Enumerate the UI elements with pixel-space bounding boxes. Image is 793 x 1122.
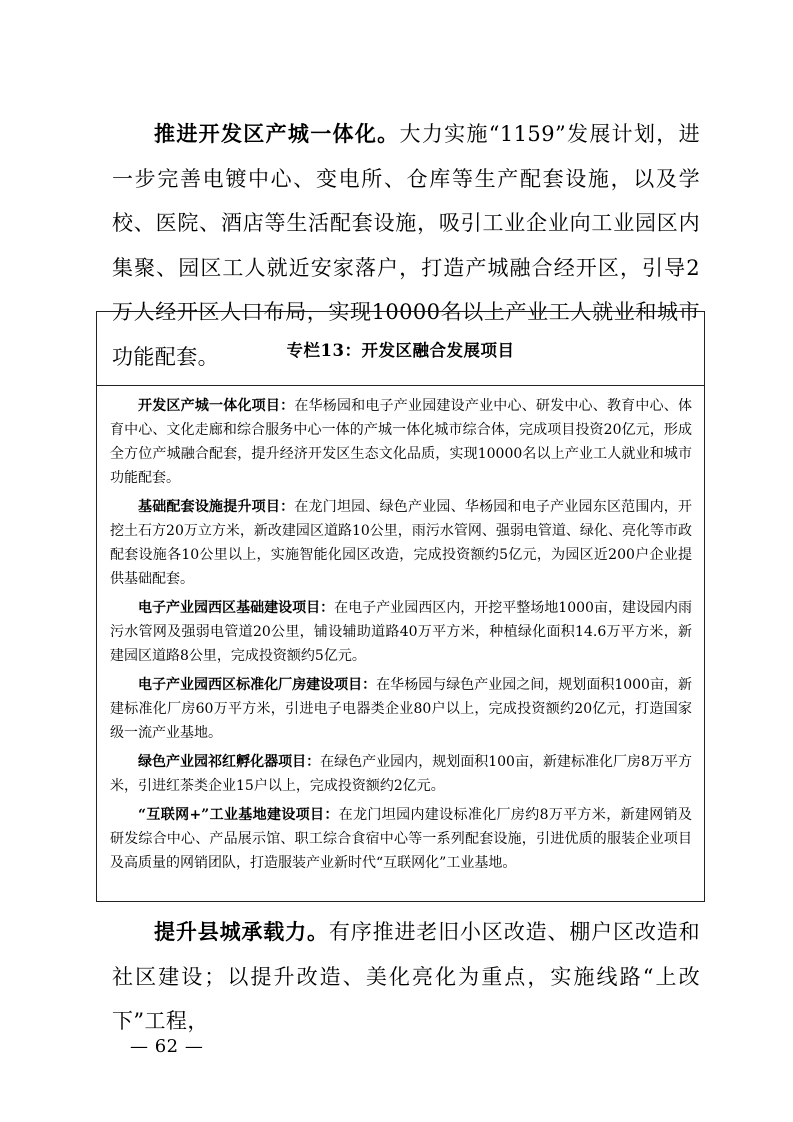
project-item xyxy=(110,596,692,668)
project-item xyxy=(110,495,692,591)
project-description: 在华杨园与绿色产业园之间，规划面积1000亩，新建标准化厂房60万平方米，引进电子电器类企业80户以上，完成投资额约20亿元，打造国家级一流产业基地。 xyxy=(110,677,692,741)
column-title: 专栏13：开发区融合发展项目 xyxy=(97,312,704,386)
project-description: 在电子产业园西区内，开挖平整场地1000亩，建设园内雨污水管网及强弱电管道20公里，铺设辅助道路40万平方米，种植绿化面积14.6万平方米，新建园区道路8公里，完成投资额约5亿元。 xyxy=(110,600,692,664)
project-description: 在华杨园和电子产业园建设产业中心、研发中心、教育中心、体育中心、文化走廊和综合服务中心一体的产城一体化城市综合体，完成项目投资20亿元，形成全方位产城融合配套，提升经济开发区生态文化品质，实现10000名以上产业工人就业和城市功能配套。 xyxy=(110,398,693,486)
paragraph-lead-heading: 推进开发区产城一体化。 xyxy=(154,121,400,146)
project-name: 电子产业园西区标准化厂房建设项目： xyxy=(138,677,377,693)
project-item xyxy=(110,673,692,745)
project-name: 绿色产业园祁红孵化器项目： xyxy=(138,754,321,770)
project-description: 在龙门坦园内建设标准化厂房约8万平方米，新建网销及研发综合中心、产品展示馆、职工综合食宿中心等一系列配套设施，引进优质的服装企业项目及高质量的网销团队，打造服装产业新时代“互联网化”工业基地。 xyxy=(110,807,692,871)
page-number: — 62 — xyxy=(130,1036,204,1057)
project-description: 在龙门坦园、绿色产业园、华杨园和电子产业园东区范围内，开挖土石方20万立方米，新改建园区道路10公里，雨污水管网、强弱电管道、绿化、亮化等市政配套设施各10公里以上，实施智能化园区改造，完成投资额约5亿元，为园区近200户企业提供基础配套。 xyxy=(110,499,693,587)
project-column-box xyxy=(96,311,705,902)
project-name: 开发区产城一体化项目： xyxy=(138,398,295,414)
project-name: “互联网+”工业基地建设项目： xyxy=(138,807,339,823)
project-description: 在绿色产业园内，规划面积100亩，新建标准化厂房8万平方米，引进红茶类企业15户以上，完成投资额约2亿元。 xyxy=(110,754,692,794)
project-item xyxy=(110,394,692,490)
project-item xyxy=(110,803,692,875)
project-name: 基础配套设施提升项目： xyxy=(138,499,295,515)
paragraph-body-text: 大力实施“1159”发展计划，进一步完善电镀中心、变电所、仓库等生产配套设施，以及学校、医院、酒店等生活配套设施，吸引工业企业向工业园区内集聚、园区工人就近安家落户，打造产城融合经开区，引导2万人经开区人口布局，实现10000名以上产业工人就业和城市功能配套。 xyxy=(112,122,700,369)
project-item xyxy=(110,750,692,798)
paragraph-lead-heading: 提升县城承载力。 xyxy=(154,919,329,944)
column-body xyxy=(97,386,704,875)
paragraph-county-capacity xyxy=(112,910,700,1044)
paragraph-body-text: 有序推进老旧小区改造、棚户区改造和社区建设；以提升改造、美化亮化为重点，实施线路“上改下”工程， xyxy=(112,920,700,1033)
project-name: 电子产业园西区基础建设项目： xyxy=(138,600,335,616)
